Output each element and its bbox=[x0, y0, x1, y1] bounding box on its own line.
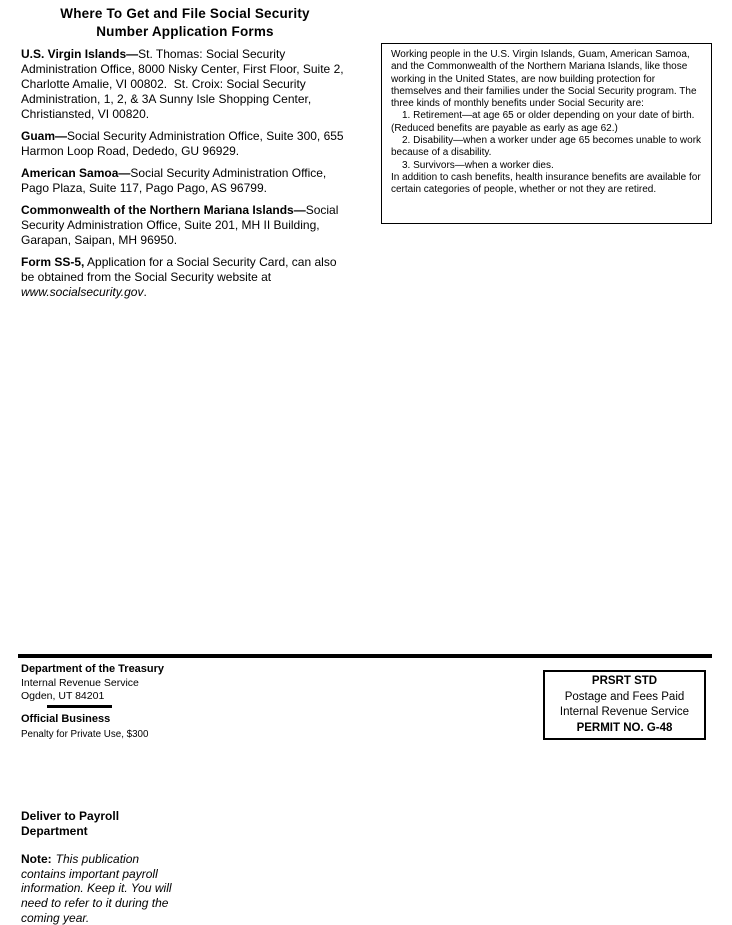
paragraph-body: Application for a Social Security Card, can also be obtained from the Social Security website at bbox=[21, 255, 337, 284]
deliver-heading-line2: Department bbox=[21, 824, 88, 838]
paragraph-lead: Form SS-5, bbox=[21, 255, 85, 269]
paragraph-body: Social Security Administration Office, Suite 300, 655 Harmon Loop Road, Dededo, GU 96929. bbox=[21, 129, 344, 158]
paragraph-lead: Commonwealth of the Northern Mariana Islands— bbox=[21, 203, 306, 217]
paragraph-body: Social Security Administration Office, Suite 201, MH II Building, Garapan, Saipan, MH 96950. bbox=[21, 203, 339, 247]
deliver-block bbox=[21, 809, 174, 925]
info-box-outro: In addition to cash benefits, health insurance benefits are available for certain categories of people, whether or not they are retired. bbox=[391, 171, 701, 196]
penalty-label: Penalty for Private Use, $300 bbox=[21, 729, 149, 740]
page-title-line2: Number Application Forms bbox=[96, 23, 274, 39]
page-title bbox=[21, 5, 349, 40]
return-address-block bbox=[21, 663, 164, 704]
official-business-block bbox=[21, 713, 148, 741]
permit-agency-label: Internal Revenue Service bbox=[559, 706, 690, 719]
note-paragraph bbox=[21, 852, 174, 925]
paragraph-form-ss5 bbox=[21, 255, 349, 300]
agency-name: Department of the Treasury bbox=[21, 663, 165, 675]
paragraph-us-virgin-islands bbox=[21, 47, 349, 122]
paragraph-guam bbox=[21, 129, 349, 159]
paragraph-lead: Guam— bbox=[21, 129, 68, 143]
paragraph-northern-mariana-islands bbox=[21, 203, 349, 248]
permit-postage-label: Postage and Fees Paid bbox=[564, 690, 685, 703]
left-column bbox=[21, 5, 349, 307]
info-box-item-disability: 2. Disability—when a worker under age 65 becomes unable to work because of a disability. bbox=[391, 135, 702, 159]
permit-number-label: PERMIT NO. G-48 bbox=[576, 721, 673, 734]
note-label: Note: bbox=[21, 852, 52, 866]
address-divider-rule bbox=[47, 705, 112, 708]
agency-city: Ogden, UT 84201 bbox=[21, 690, 105, 702]
official-business-label: Official Business bbox=[21, 713, 111, 725]
paragraph-lead: U.S. Virgin Islands— bbox=[21, 47, 139, 61]
social-security-url: www.socialsecurity.gov bbox=[21, 285, 144, 299]
deliver-heading-line1: Deliver to Payroll bbox=[21, 809, 120, 823]
mailer-top-rule bbox=[18, 654, 712, 658]
paragraph-body: Social Security Administration Office, Pago Plaza, Suite 117, Pago Pago, AS 96799. bbox=[21, 166, 327, 195]
paragraph-american-samoa bbox=[21, 166, 349, 196]
info-box-intro: Working people in the U.S. Virgin Islands, Guam, American Samoa, and the Commonwealth of the Northern Mariana Islands, like those working in the United States, are now building protection for themselves and their families under the Social Security program. The three kinds of monthly benefits under Social Security are: bbox=[391, 49, 697, 110]
permit-prsrt-label: PRSRT STD bbox=[591, 675, 658, 687]
deliver-heading bbox=[21, 809, 174, 839]
page-title-line1: Where To Get and File Social Security bbox=[60, 6, 310, 21]
info-box-item-survivors: 3. Survivors—when a worker dies. bbox=[402, 159, 554, 171]
paragraph-tail: . bbox=[143, 285, 147, 299]
agency-service: Internal Revenue Service bbox=[21, 676, 139, 689]
info-box-item-retirement: 1. Retirement—at age 65 or older depending on your date of birth. (Reduced benefits are payable as early as age 62.) bbox=[391, 110, 695, 134]
paragraph-lead: American Samoa— bbox=[21, 166, 131, 180]
paragraph-body: St. Thomas: Social Security Administration Office, 8000 Nisky Center, First Floor, Suite 2, Charlotte Amalie, VI 00802. St. Croix: Social Security Administration, 1, 2, & 3A Sunny Isle Shopping Center, Christiansted, VI 00820. bbox=[21, 47, 344, 121]
postage-permit-box bbox=[543, 670, 706, 740]
note-text: This publication contains important payroll information. Keep it. You will need to refer to it during the coming year. bbox=[21, 852, 172, 925]
benefits-info-box bbox=[381, 43, 712, 224]
